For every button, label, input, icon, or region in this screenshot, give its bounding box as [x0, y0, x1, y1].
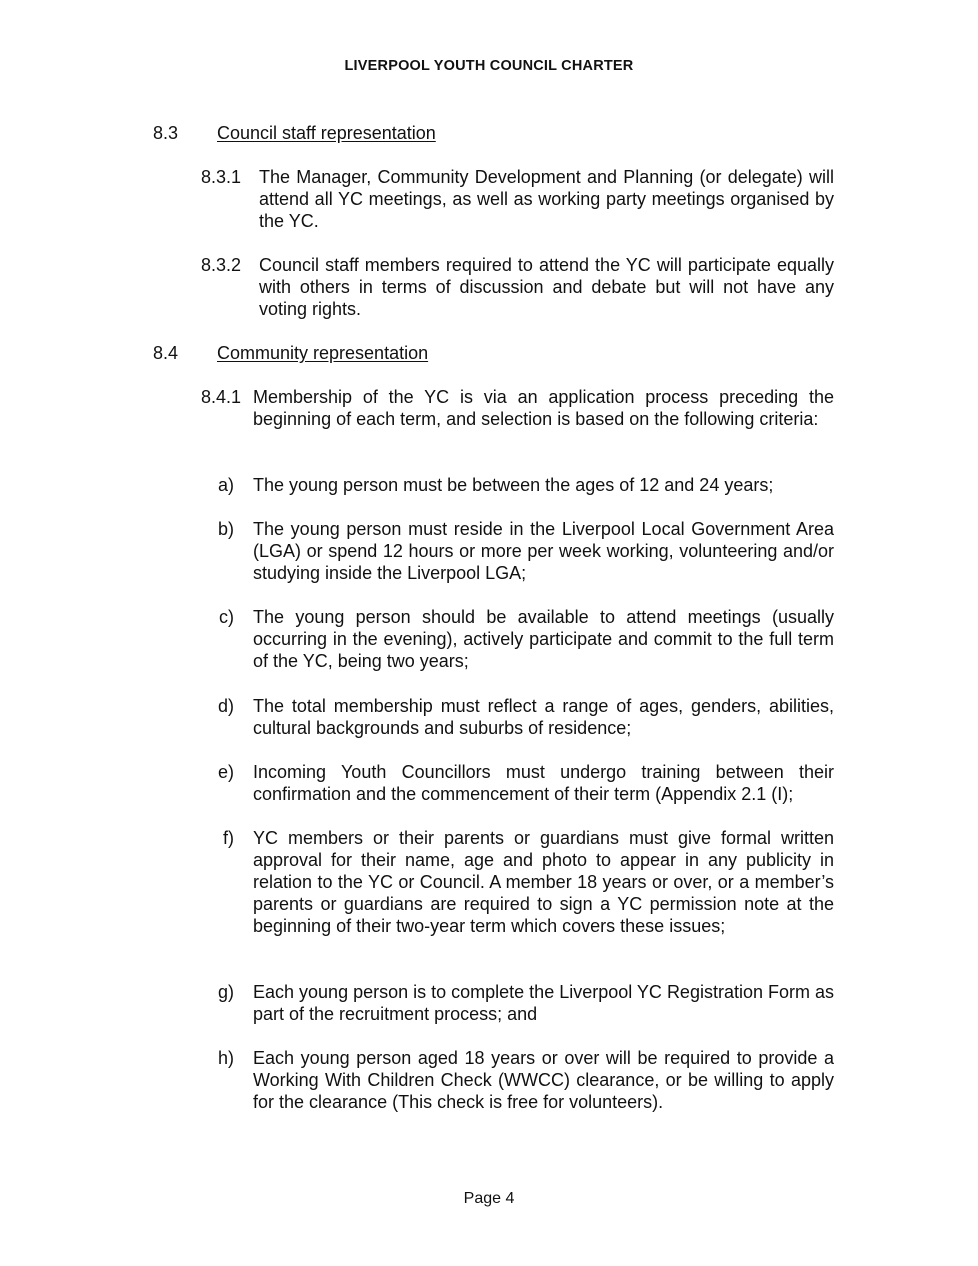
list-item-text: Each young person aged 18 years or over will be required to provide a Working With Children Check (WWCC) clearance, or be willing to apply for the clearance (This check is free for volunteers). [253, 1048, 834, 1112]
document-header: LIVERPOOL YOUTH COUNCIL CHARTER [344, 58, 634, 74]
list-item-text: YC members or their parents or guardians must give formal written approval for their name, age and photo to appear in any publicity in relation to the YC or Council. A member 18 years or over, or a member’s parents or guardians are required to sign a YC permission note at the beginning of their two-year term which covers these issues; [253, 828, 834, 936]
clause-text: Council staff members required to attend the YC will participate equally with others in terms of discussion and debate but will not have any voting rights. [259, 255, 834, 319]
list-item-letter: a) [217, 475, 234, 495]
clause-number: 8.4.1 [201, 387, 242, 407]
section-title: Community representation [217, 343, 429, 363]
list-item-letter: f) [223, 828, 234, 848]
section-number: 8.3 [153, 123, 179, 143]
list-item-text: Incoming Youth Councillors must undergo training between their confirmation and the commencement of their term (Appendix 2.1 (I); [253, 762, 834, 804]
list-item-letter: h) [217, 1048, 234, 1068]
list-item-letter: d) [217, 696, 234, 716]
list-item-text: Each young person is to complete the Liverpool YC Registration Form as part of the recruitment process; and [253, 982, 834, 1024]
section-number: 8.4 [153, 343, 179, 363]
list-item-letter: e) [217, 762, 234, 782]
list-item-text: The young person should be available to attend meetings (usually occurring in the evening), actively participate and commit to the full term of the YC, being two years; [253, 607, 834, 671]
clause-number: 8.3.2 [201, 255, 242, 275]
list-item-text: The young person must be between the ages of 12 and 24 years; [253, 475, 774, 495]
clause-text: Membership of the YC is via an application process preceding the beginning of each term, and selection is based on the following criteria: [253, 387, 834, 429]
list-item-letter: c) [219, 607, 234, 627]
list-item-text: The young person must reside in the Liverpool Local Government Area (LGA) or spend 12 hours or more per week working, volunteering and/or studying inside the Liverpool LGA; [253, 519, 834, 583]
list-item-letter: g) [217, 982, 234, 1002]
list-item-text: The total membership must reflect a range of ages, genders, abilities, cultural backgrounds and suburbs of residence; [253, 696, 834, 738]
clause-number: 8.3.1 [201, 167, 242, 187]
clause-text: The Manager, Community Development and Planning (or delegate) will attend all YC meetings, as well as working party meetings organised by the YC. [259, 167, 834, 231]
list-item-letter: b) [217, 519, 234, 539]
page-number: Page 4 [463, 1190, 515, 1207]
section-title: Council staff representation [217, 123, 436, 143]
